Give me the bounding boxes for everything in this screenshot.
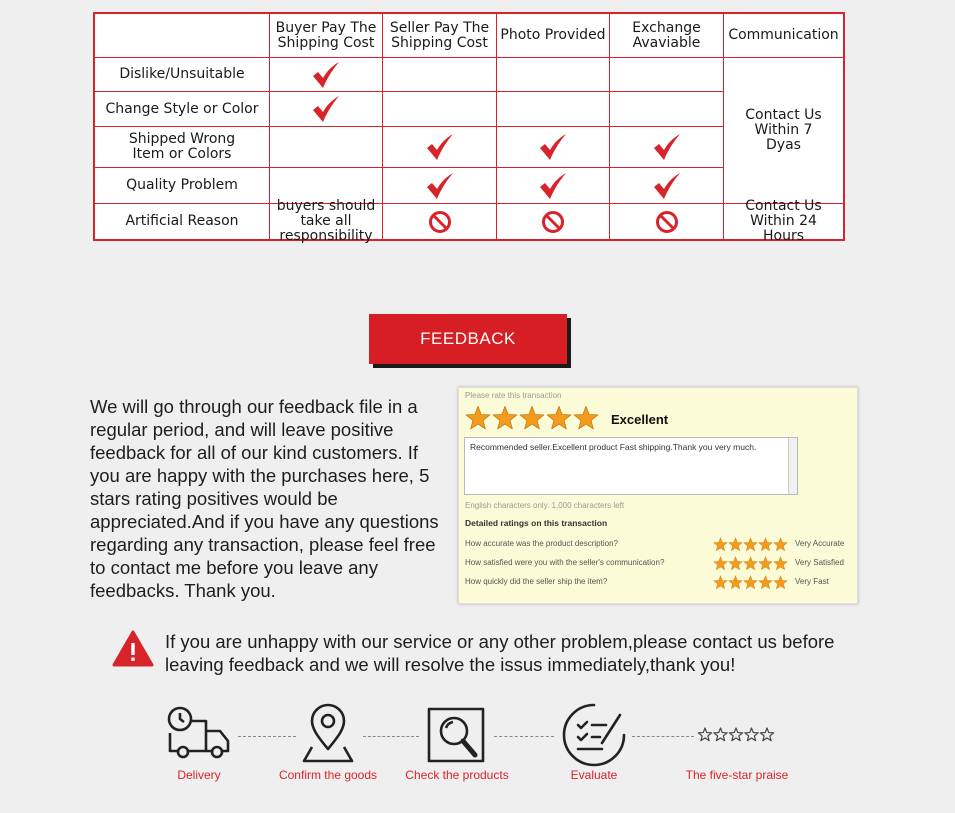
- feedback-description: We will go through our feedback file in a regular period, and will leave positive feedback for all of our kind customers. If you are happy with the purchases here, 5 stars rating positives would be appreciated.And if you have any questions regarding any transaction, please feel free to contact me before you leave any feedbacks. Thank you.: [90, 396, 439, 601]
- outline-star-icon: [714, 728, 727, 741]
- rating-star-icon: [758, 556, 773, 571]
- row-label-shipped-wrong: Shipped Wrong Item or Colors: [128, 131, 236, 162]
- step-five-star-praise: [685, 703, 789, 782]
- step-label: Evaluate: [570, 768, 618, 782]
- warning-message: If you are unhappy with our service or any other problem,please contact us before leaving feedback and we will resolve the issus immediately,thank you!: [165, 631, 835, 675]
- feedback-sample-panel: [458, 387, 858, 604]
- rating-question: How satisfied were you with the seller's communication?: [465, 558, 665, 567]
- step-connector: [363, 736, 419, 737]
- rating-star-icon: [573, 405, 599, 431]
- textarea-scrollbar[interactable]: [788, 438, 797, 494]
- row-label-dislike: Dislike/Unsuitable: [119, 66, 245, 82]
- truck-icon: [166, 703, 232, 763]
- header-exchange: Exchange Avaviable: [632, 19, 701, 51]
- check-icon: [497, 168, 609, 203]
- contact-7-days: Contact Us Within 7 Dyas: [745, 107, 822, 153]
- prohibited-icon: [497, 204, 609, 239]
- detailed-rating-row: [465, 575, 855, 589]
- rating-star-icon: [465, 405, 491, 431]
- detailed-rating-row: [465, 556, 855, 570]
- check-icon: [497, 127, 609, 167]
- step-confirm-goods: [278, 703, 378, 782]
- prohibited-icon: [383, 204, 496, 239]
- step-connector: [632, 736, 694, 737]
- rating-star-icon: [773, 575, 788, 590]
- rating-star-icon: [773, 556, 788, 571]
- row-label-quality: Quality Problem: [126, 177, 238, 193]
- rating-stars: [713, 575, 788, 590]
- detailed-rating-row: [465, 537, 855, 551]
- return-policy-table: [93, 12, 845, 244]
- step-label: The five-star praise: [685, 768, 789, 782]
- warning-icon: [112, 630, 154, 668]
- comment-text: Recommended seller.Excellent product Fast shipping.Thank you very much.: [470, 442, 757, 452]
- step-label: Confirm the goods: [278, 768, 378, 782]
- header-buyer-pay: Buyer Pay The Shipping Cost: [275, 19, 377, 51]
- rating-star-icon: [758, 537, 773, 552]
- step-connector: [238, 736, 296, 737]
- step-delivery: [166, 703, 232, 782]
- location-pin-icon: [300, 703, 356, 763]
- step-label: Delivery: [177, 768, 221, 782]
- check-icon: [270, 58, 382, 91]
- outline-star-icon: [760, 728, 773, 741]
- rating-label: Excellent: [611, 412, 669, 427]
- outline-star-icon: [729, 728, 742, 741]
- rating-star-icon: [743, 556, 758, 571]
- rating-star-icon: [519, 405, 545, 431]
- check-icon: [270, 92, 382, 126]
- prohibited-icon: [610, 204, 723, 239]
- check-icon: [610, 168, 723, 203]
- rating-stars: [713, 537, 788, 552]
- evaluate-checklist-icon: [562, 703, 626, 767]
- rating-star-icon: [713, 537, 728, 552]
- detailed-ratings-title: Detailed ratings on this transaction: [465, 518, 608, 528]
- rating-star-icon: [773, 537, 788, 552]
- row-label-change-style: Change Style or Color: [105, 100, 259, 117]
- outline-star-icon: [745, 728, 758, 741]
- rating-question: How quickly did the seller ship the item?: [465, 577, 608, 586]
- step-evaluate: [562, 703, 626, 782]
- rating-star-icon: [546, 405, 572, 431]
- rating-star-icon: [743, 537, 758, 552]
- step-check-products: [405, 703, 509, 782]
- feedback-button[interactable]: FEEDBACK: [369, 314, 567, 364]
- header-seller-pay: Seller Pay The Shipping Cost: [389, 19, 490, 51]
- overall-rating-stars: [465, 405, 599, 431]
- contact-24-hours: Contact Us Within 24 Hours: [745, 198, 822, 244]
- rating-star-icon: [728, 537, 743, 552]
- outline-star-icon: [698, 728, 711, 741]
- rating-star-icon: [492, 405, 518, 431]
- comment-textarea[interactable]: [464, 437, 798, 495]
- char-note: English characters only. 1,000 characters left: [465, 501, 625, 510]
- header-communication: Communication: [728, 27, 839, 43]
- rating-star-icon: [713, 575, 728, 590]
- rating-prompt: Please rate this transaction: [465, 391, 562, 400]
- check-icon: [383, 168, 496, 203]
- rating-star-icon: [713, 556, 728, 571]
- artificial-note: buyers should take all responsibility: [276, 198, 376, 244]
- row-label-artificial: Artificial Reason: [125, 213, 239, 229]
- rating-star-icon: [758, 575, 773, 590]
- rating-star-icon: [728, 575, 743, 590]
- check-icon: [383, 127, 496, 167]
- rating-star-icon: [728, 556, 743, 571]
- check-icon: [610, 127, 723, 167]
- rating-stars: [713, 556, 788, 571]
- rating-value: Very Accurate: [795, 539, 845, 548]
- rating-star-icon: [743, 575, 758, 590]
- rating-value: Very Satisfied: [795, 558, 844, 567]
- step-connector: [494, 736, 554, 737]
- five-star-icon: [697, 703, 777, 763]
- rating-value: Very Fast: [795, 577, 829, 586]
- step-label: Check the products: [405, 768, 509, 782]
- rating-question: How accurate was the product description?: [465, 539, 618, 548]
- header-photo-provided: Photo Provided: [500, 27, 606, 43]
- magnifier-icon: [427, 703, 487, 763]
